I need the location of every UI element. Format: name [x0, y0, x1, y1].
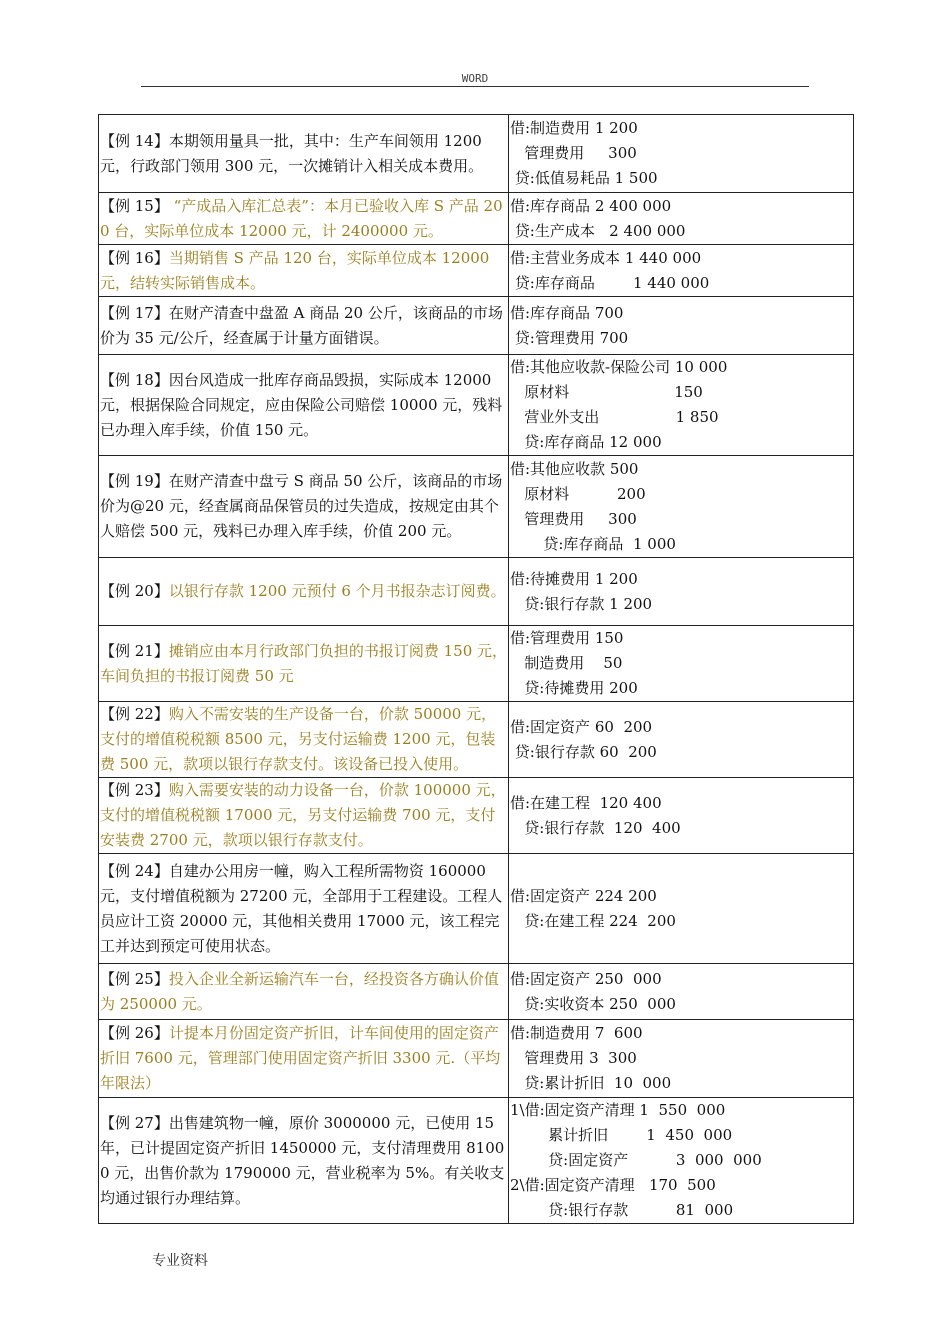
example-tag: 【例 27】 — [100, 1113, 169, 1132]
journal-entry-line: 借:管理费用 150 — [510, 629, 624, 647]
example-text: 以银行存款 1200 元预付 6 个月书报杂志订阅费。 — [168, 582, 506, 600]
example-description — [100, 1111, 508, 1211]
table-row — [99, 1098, 854, 1224]
journal-entry-cell — [509, 115, 854, 193]
example-text: 投入企业全新运输汽车一台，经投资各方确认价值为 250000 元。 — [100, 969, 499, 1013]
journal-entry-line: 借:库存商品 2 400 000 — [510, 196, 672, 215]
table-row — [99, 115, 854, 193]
example-tag: 【例 21】 — [100, 641, 169, 660]
example-description — [100, 301, 508, 351]
journal-entry-line: 贷:库存商品 1 440 000 — [510, 273, 710, 292]
example-text: 在财产清查中盘盈 A 商品 20 公斤，该商品的市场价为 35 元/公斤，经查属于计量方面错误。 — [100, 303, 503, 347]
example-tag: 【例 16】 — [100, 248, 169, 267]
journal-entry-line: 贷:固定资产 3 000 000 — [510, 1151, 762, 1169]
journal-entry-line: 贷:待摊费用 200 — [510, 679, 638, 697]
journal-entry-cell — [509, 1098, 854, 1224]
header-rule — [141, 86, 809, 87]
example-tag: 【例 22】 — [100, 705, 169, 723]
journal-entry-cell — [509, 626, 854, 702]
journal-entry-line: 营业外支出 1 850 — [510, 408, 719, 426]
journal-entry-line: 管理费用 300 — [510, 144, 637, 162]
example-description-cell — [99, 193, 509, 245]
table-row — [99, 245, 854, 297]
journal-entry-line: 贷:生产成本 2 400 000 — [510, 221, 686, 240]
example-text: 计提本月份固定资产折旧，计车间使用的固定资产折旧 7600 元，管理部门使用固定资产折旧 3300 元.（平均年限法） — [100, 1024, 501, 1092]
example-tag: 【例 24】 — [100, 861, 169, 880]
table-row — [99, 193, 854, 245]
table-row — [99, 702, 854, 778]
journal-entry-line: 借:其他应收款-保险公司 10 000 — [510, 358, 728, 376]
journal-entry-line: 原材料 150 — [510, 383, 703, 401]
example-description-cell — [99, 456, 509, 558]
journal-entry-line: 管理费用 300 — [510, 509, 637, 528]
table-row — [99, 355, 854, 456]
journal-entry-line: 贷:实收资本 250 000 — [510, 994, 676, 1013]
journal-entry-line: 贷:银行存款 60 200 — [510, 742, 657, 761]
journal-entry-line: 借:库存商品 700 — [510, 303, 624, 322]
entries-body — [99, 115, 854, 1224]
example-text: 出售建筑物一幢，原价 3000000 元，已使用 15 年，已计提固定资产折旧 1450000 元，支付清理费用 81000 元，出售价款为 1790000 元，营业税率为 5%。有关收支均通过银行办理结算。 — [100, 1113, 505, 1207]
journal-entry-cell — [509, 778, 854, 854]
example-description-cell — [99, 1098, 509, 1224]
example-description — [100, 639, 508, 689]
example-description-cell — [99, 245, 509, 297]
journal-entry-line: 贷:累计折旧 10 000 — [510, 1074, 672, 1092]
page-header: WORD — [461, 72, 489, 85]
journal-entry-line: 贷:银行存款 81 000 — [510, 1201, 734, 1219]
example-description — [100, 469, 508, 544]
journal-entry-cell — [509, 854, 854, 964]
example-text: 自建办公用房一幢，购入工程所需物资 160000元，支付增值税额为 27200 元，全部用于工程建设。工程人员应计工资 20000 元，其他相关费用 17000 元，该工程完工并达到预定可使用状态。 — [100, 861, 503, 955]
journal-entry-cell — [509, 297, 854, 355]
journal-entry-line: 借:待摊费用 1 200 — [510, 569, 638, 588]
example-text: 购入需要安装的动力设备一台，价款 100000 元，支付的增值税税额 17000 元，另支付运输费 700 元，支付安装费 2700 元，款项以银行存款支付。 — [100, 781, 506, 849]
example-description — [100, 246, 508, 296]
table-row — [99, 964, 854, 1020]
example-tag: 【例 26】 — [100, 1024, 169, 1042]
journal-entry-cell — [509, 456, 854, 558]
example-tag: 【例 18】 — [100, 370, 169, 389]
example-description-cell — [99, 854, 509, 964]
example-description-cell — [99, 1020, 509, 1098]
example-description-cell — [99, 626, 509, 702]
journal-entry-line: 2\借:固定资产清理 170 500 — [510, 1176, 716, 1194]
example-description — [100, 778, 508, 853]
journal-entry-line: 1\借:固定资产清理 1 550 000 — [510, 1101, 726, 1119]
table-row — [99, 558, 854, 626]
entries-table — [98, 114, 854, 1224]
example-text: 摊销应由本月行政部门负担的书报订阅费 150 元，车间负担的书报订阅费 50 元 — [100, 641, 508, 685]
journal-entry-line: 贷:银行存款 1 200 — [510, 594, 653, 613]
page-footer: 专业资料 — [152, 1253, 208, 1269]
example-text: 本期领用量具一批，其中：生产车间领用 1200元，行政部门领用 300 元，一次摊销计入相关成本费用。 — [100, 131, 484, 175]
example-text: 购入不需安装的生产设备一台，价款 50000 元，支付的增值税税额 8500 元，另支付运输费 1200 元，包装费 500 元，款项以银行存款支付。该设备已投入使用。 — [100, 705, 497, 773]
example-tag: 【例 15】 — [100, 196, 169, 215]
table-row — [99, 1020, 854, 1098]
journal-entry-line: 借:制造费用 1 200 — [510, 119, 638, 137]
example-description — [100, 579, 508, 604]
example-text: “产成品入库汇总表”：本月已验收入库 S 产品 200 台，实际单位成本 12000 元，计 2400000 元。 — [100, 196, 503, 240]
example-tag: 【例 14】 — [100, 131, 169, 150]
example-description-cell — [99, 355, 509, 456]
journal-entry-line: 借:固定资产 60 200 — [510, 717, 653, 736]
example-text: 因台风造成一批库存商品毁损，实际成本 12000 元，根据保险合同规定，应由保险公司赔偿 10000 元，残料已办理入库手续，价值 150 元。 — [100, 370, 503, 439]
journal-entry-line: 借:固定资产 224 200 — [510, 886, 657, 905]
example-description-cell — [99, 702, 509, 778]
example-description-cell — [99, 115, 509, 193]
table-row — [99, 626, 854, 702]
journal-entry-line: 制造费用 50 — [510, 654, 623, 672]
example-tag: 【例 23】 — [100, 781, 169, 799]
example-text: 当期销售 S 产品 120 台，实际单位成本 12000 元，结转实际销售成本。 — [100, 248, 490, 292]
journal-entry-cell — [509, 964, 854, 1020]
example-description — [100, 859, 508, 959]
journal-entry-cell — [509, 702, 854, 778]
example-tag: 【例 19】 — [100, 472, 169, 490]
example-tag: 【例 17】 — [100, 303, 169, 322]
example-text: 在财产清查中盘亏 S 商品 50 公斤，该商品的市场价为@20 元，经查属商品保管员的过失造成，按规定由其个人赔偿 500 元，残料已办理入库手续，价值 200 元。 — [100, 472, 503, 540]
table-row — [99, 778, 854, 854]
journal-entry-line: 贷:管理费用 700 — [510, 328, 629, 347]
example-description — [100, 702, 508, 777]
journal-entry-cell — [509, 193, 854, 245]
example-tag: 【例 20】 — [100, 582, 169, 600]
journal-entry-line: 原材料 200 — [510, 484, 646, 503]
example-tag: 【例 25】 — [100, 969, 169, 988]
journal-entry-line: 借:其他应收款 500 — [510, 459, 639, 478]
journal-entry-line: 贷:银行存款 120 400 — [510, 818, 681, 837]
table-row — [99, 297, 854, 355]
journal-entry-line: 借:在建工程 120 400 — [510, 793, 662, 812]
journal-entry-line: 管理费用 3 300 — [510, 1049, 637, 1067]
example-description-cell — [99, 558, 509, 626]
example-description — [100, 368, 508, 443]
example-description-cell — [99, 778, 509, 854]
example-description-cell — [99, 297, 509, 355]
journal-entry-line: 贷:库存商品 12 000 — [510, 433, 662, 451]
journal-entry-cell — [509, 355, 854, 456]
example-description-cell — [99, 964, 509, 1020]
example-description — [100, 1021, 508, 1096]
example-description — [100, 129, 508, 179]
journal-entry-line: 借:主营业务成本 1 440 000 — [510, 248, 702, 267]
journal-entry-line: 借:固定资产 250 000 — [510, 969, 662, 988]
example-description — [100, 967, 508, 1017]
journal-entry-cell — [509, 245, 854, 297]
journal-entry-line: 贷:在建工程 224 200 — [510, 911, 676, 930]
example-description — [100, 194, 508, 244]
journal-entry-cell — [509, 1020, 854, 1098]
journal-entry-line: 贷:低值易耗品 1 500 — [510, 169, 658, 187]
table-row — [99, 456, 854, 558]
journal-entry-line: 累计折旧 1 450 000 — [510, 1126, 733, 1144]
journal-entry-line: 借:制造费用 7 600 — [510, 1024, 643, 1042]
journal-entry-cell — [509, 558, 854, 626]
journal-entry-line: 贷:库存商品 1 000 — [510, 534, 676, 553]
table-row — [99, 854, 854, 964]
